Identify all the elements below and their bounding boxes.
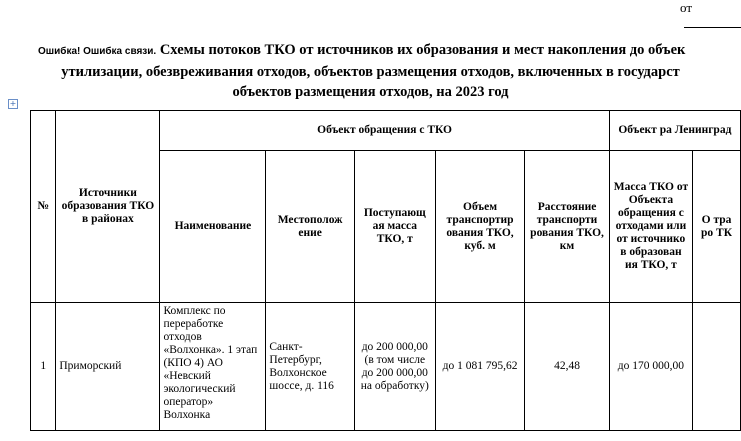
heading-line-1 — [0, 40, 741, 62]
col-header-mass-from-object: Масса ТКО от Объекта обращения с отходами или от источнико в образован ия ТКО, т — [609, 151, 692, 303]
col-header-object-group-right: Объект ра Ленинград — [609, 111, 740, 151]
col-header-distance: Расстояние транспорти рования ТКО, км — [525, 151, 609, 303]
col-header-num: № — [31, 111, 56, 303]
heading-line-1-text: Схемы потоков ТКО от источников их образования и мест накопления до объек — [159, 42, 686, 58]
cell-right-col — [693, 303, 741, 431]
link-error-text: Ошибка! Ошибка связи. — [38, 46, 157, 57]
cell-location: Санкт-Петербург, Волхонское шоссе, д. 116 — [266, 303, 354, 431]
col-header-right-fragment: О тра ро ТК — [693, 151, 741, 303]
col-header-sources: Источники образования ТКО в районах — [56, 111, 160, 303]
col-header-name: Наименование — [160, 151, 266, 303]
cell-mass-from-object: до 170 000,00 — [609, 303, 692, 431]
plus-icon[interactable]: + — [9, 99, 17, 108]
heading-line-3: объектов размещения отходов, на 2023 год — [232, 84, 509, 100]
cell-incoming-mass: до 200 000,00 (в том числе до 200 000,00 на обработку) — [354, 303, 435, 431]
waste-flow-table — [30, 110, 741, 431]
table-row — [31, 303, 741, 431]
col-header-transport-volume: Объем транспортир ования ТКО, куб. м — [435, 151, 525, 303]
heading-line-2: утилизации, обезвреживания отходов, объектов размещения отходов, включенных в государст — [61, 64, 680, 80]
cell-num: 1 — [31, 303, 56, 431]
cell-name: Комплекс по переработке отходов «Волхонка». 1 этап (КПО 4) АО «Невский экологический оператор» Волхонка — [160, 303, 266, 431]
date-from-label — [680, 0, 741, 32]
col-header-location: Местополож ение — [266, 151, 354, 303]
cell-distance: 42,48 — [525, 303, 609, 431]
cell-transport-volume: до 1 081 795,62 — [435, 303, 525, 431]
cell-source: Приморский — [56, 303, 160, 431]
date-from-text: от — [680, 0, 693, 15]
col-header-incoming-mass: Поступающ ая масса ТКО, т — [354, 151, 435, 303]
document-heading — [0, 40, 741, 102]
col-header-object-group: Объект обращения с ТКО — [160, 111, 609, 151]
date-underline — [684, 17, 741, 28]
